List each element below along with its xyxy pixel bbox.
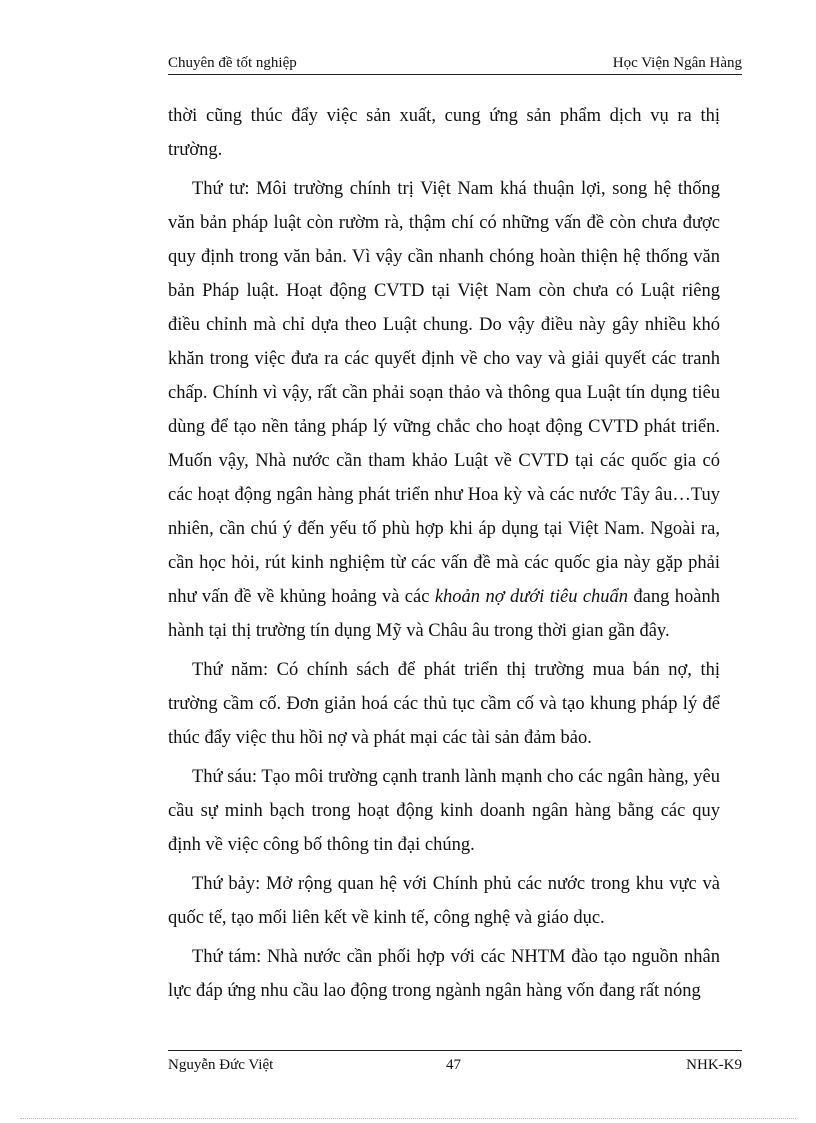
paragraph-thu-tu — [168, 172, 720, 648]
footer-class-code: NHK-K9 — [686, 1057, 742, 1073]
footer-author: Nguyễn Đức Việt — [168, 1057, 274, 1073]
paragraph-thu-tam: Thứ tám: Nhà nước cần phối hợp với các NHTM đào tạo nguồn nhân lực đáp ứng nhu cầu lao động trong ngành ngân hàng vốn đang rất nóng — [168, 947, 720, 1001]
header-document-type: Chuyên đề tốt nghiệp — [168, 55, 297, 71]
paragraph-thu-tu-text: Thứ tư: Môi trường chính trị Việt Nam khá thuận lợi, song hệ thống văn bản pháp luật còn rườm rà, thậm chí có những vấn đề còn chưa được quy định trong văn bản. Vì vậy cần nhanh chóng hoàn thiện hệ thống văn bản Pháp luật. Hoạt động CVTD tại Việt Nam còn chưa có Luật riêng điều chỉnh mà chỉ dựa theo Luật chung. Do vậy điều này gây nhiều khó khăn trong việc đưa ra các quyết định về cho vay và giải quyết các tranh chấp. Chính vì vậy, rất cần phải soạn thảo và thông qua Luật tín dụng tiêu dùng để tạo nền tảng pháp lý vững chắc cho hoạt động CVTD phát triển. Muốn vậy, Nhà nước cần tham khảo Luật về CVTD tại các quốc gia có các hoạt động ngân hàng phát triển như Hoa kỳ và các nước Tây âu…Tuy nhiên, cần chú ý đến yếu tố phù hợp khi áp dụng tại Việt Nam. Ngoài ra, cần học hỏi, rút kinh nghiệm từ các vấn đề mà các quốc gia này gặp phải như vấn đề về khủng hoảng và các — [168, 179, 720, 607]
page-number: 47 — [446, 1057, 461, 1073]
page-header — [168, 52, 742, 75]
paragraph-thu-nam: Thứ năm: Có chính sách để phát triển thị trường mua bán nợ, thị trường cầm cố. Đơn giản hoá các thủ tục cầm cố và tạo khung pháp lý để thúc đẩy việc thu hồi nợ và phát mại các tài sản đảm bảo. — [168, 660, 720, 748]
italic-phrase: khoản nợ dưới tiêu chuẩn — [434, 587, 629, 607]
page-edge-divider — [20, 1118, 796, 1119]
paragraph-continuation: thời cũng thúc đẩy việc sản xuất, cung ứng sản phẩm dịch vụ ra thị trường. — [168, 106, 720, 160]
header-institution: Học Viện Ngân Hàng — [612, 55, 742, 71]
body-text — [168, 99, 720, 1013]
paragraph-thu-sau: Thứ sáu: Tạo môi trường cạnh tranh lành mạnh cho các ngân hàng, yêu cầu sự minh bạch trong hoạt động kinh doanh ngân hàng bằng các quy định về việc công bố thông tin đại chúng. — [168, 767, 720, 855]
page-footer — [168, 1050, 742, 1075]
paragraph-thu-bay: Thứ bảy: Mở rộng quan hệ với Chính phủ các nước trong khu vực và quốc tế, tạo mối liên kết về kinh tế, công nghệ và giáo dục. — [168, 874, 720, 928]
paragraph-thu-tu-tail: đang hoành hành tại thị trường tín dụng Mỹ và Châu âu trong thời gian gần đây. — [168, 587, 720, 641]
